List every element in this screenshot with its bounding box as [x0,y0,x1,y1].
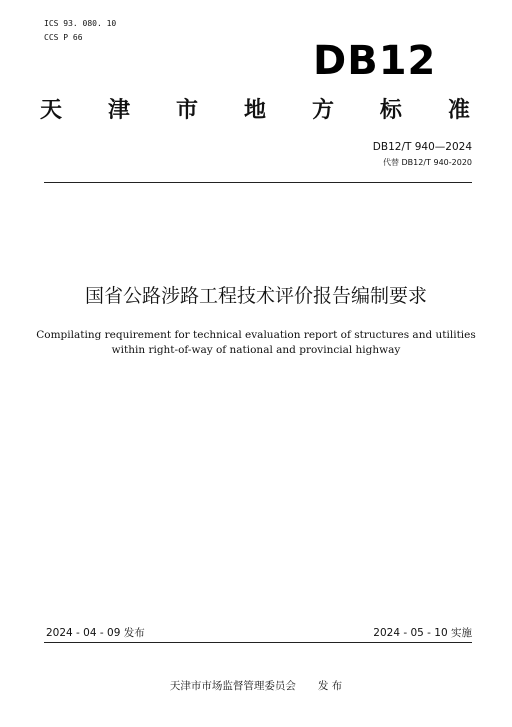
standard-number: DB12/T 940—2024 [372,141,472,153]
replaces-standard: 代替 DB12/T 940-2020 [382,158,472,167]
standard-type-char: 方 [311,98,334,123]
standard-type-char: 津 [107,98,130,123]
db12-logo: DB12 [313,38,437,84]
ccs-code: CCS P 66 [44,33,83,42]
standard-type-char: 准 [447,98,470,123]
standard-type-char: 市 [175,98,198,123]
standard-type-char: 标 [379,98,402,123]
title-en-line-2: within right-of-way of national and provincial highway [111,344,401,356]
document-title-zh: 国省公路涉路工程技术评价报告编制要求 [84,285,427,307]
implementation-date: 2024 - 05 - 10 实施 [373,627,472,639]
issuer-action: 发 布 [317,680,343,692]
bottom-divider [44,642,472,643]
standard-type-char: 地 [243,98,266,123]
title-en-line-1: Compilating requirement for technical evaluation report of structures and utilities [36,329,476,341]
standard-type-heading [40,97,470,125]
issuer-name: 天津市市场监督管理委员会 [169,680,296,692]
issue-date: 2024 - 04 - 09 发布 [46,627,145,639]
standard-type-char: 天 [40,98,63,123]
ics-code: ICS 93. 080. 10 [44,19,117,28]
top-divider [44,182,472,183]
document-title-en [0,328,512,358]
issuer-line [0,679,512,693]
